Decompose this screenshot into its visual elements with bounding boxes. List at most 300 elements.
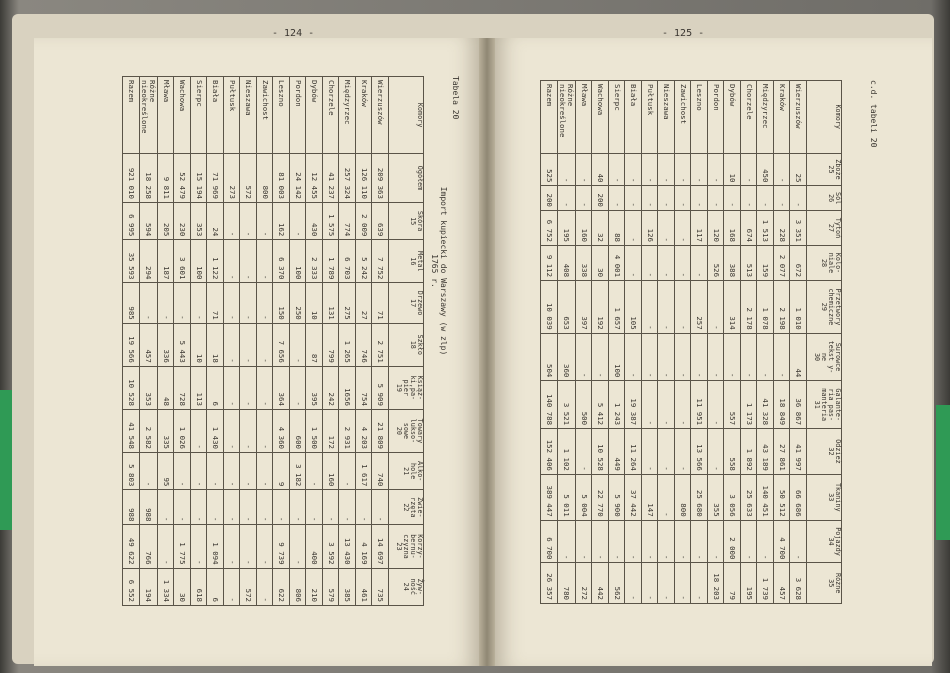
table-cell: 397 [576, 281, 593, 334]
table-cell: 32 [592, 210, 609, 245]
table-cell: - [708, 186, 725, 210]
table-row [790, 81, 807, 604]
table-cell: 639 [372, 202, 389, 239]
table-cell: 81 003 [273, 154, 290, 203]
table-cell: 10 [306, 283, 323, 323]
table-cell: - [675, 186, 692, 210]
table-cell: 187 [158, 240, 175, 283]
table-cell: 388 [724, 245, 741, 280]
table-cell: 205 [158, 202, 175, 239]
table-cell: 525 [541, 153, 558, 186]
table-cell: 22 770 [592, 474, 609, 520]
table-cell: 1 334 [158, 568, 175, 605]
table-cell: - [592, 333, 609, 381]
column-header: Metal 16 [389, 240, 424, 283]
table-row [323, 77, 340, 606]
row-label: Wachowa [174, 77, 191, 154]
row-label: Kraków [356, 77, 373, 154]
table-cell: 3 628 [790, 563, 807, 604]
row-label: Pułtusk [642, 81, 659, 154]
table-cell: 14 697 [372, 525, 389, 568]
table-row [123, 77, 140, 606]
table-cell: - [576, 429, 593, 475]
table-cell: - [290, 490, 307, 525]
table-cell: - [757, 186, 774, 210]
table-cell: - [339, 490, 356, 525]
table-cell: 40 [592, 153, 609, 186]
table-cell: 1 078 [757, 281, 774, 334]
table-cell: 2 931 [339, 409, 356, 452]
table-cell: - [642, 381, 659, 429]
table-cell: 37 442 [625, 474, 642, 520]
table-cell: - [774, 333, 791, 381]
table-cell: 1 102 [558, 429, 576, 475]
table-cell: - [257, 525, 274, 568]
table-cell: 275 [339, 283, 356, 323]
table-cell: 799 [323, 323, 340, 366]
table-cell: - [140, 452, 158, 489]
table-row [257, 77, 274, 606]
table-cell: 6 700 [541, 520, 558, 563]
import-table-right [541, 80, 843, 604]
column-header: Korzy- bernu- czyzna 23 [389, 525, 424, 568]
table-cell: - [675, 210, 692, 245]
table-cell: 728 [174, 366, 191, 409]
column-header: Sól 26 [807, 186, 842, 210]
table-cell: 95 [158, 452, 175, 489]
table-cell: 1 173 [741, 381, 758, 429]
table-cell: 4 001 [609, 245, 626, 280]
table-row [356, 77, 373, 606]
table-cell: - [658, 520, 675, 563]
table-cell: 1 122 [207, 240, 224, 283]
table-cell: - [658, 563, 675, 604]
table-cell: 3 592 [323, 525, 340, 568]
table-cell: 1 775 [174, 525, 191, 568]
table-cell: - [708, 281, 725, 334]
table-row [558, 81, 576, 604]
table-cell: - [257, 452, 274, 489]
row-label: Różne nieokreślone [140, 77, 158, 154]
table-cell: 35 593 [123, 240, 140, 283]
table-cell: - [576, 333, 593, 381]
table-cell: 672 [790, 245, 807, 280]
table-cell: 364 [273, 366, 290, 409]
table-cell: 385 [339, 568, 356, 605]
table-cell: 120 [708, 210, 725, 245]
table-cell: 526 [708, 245, 725, 280]
green-tab-left [0, 390, 12, 530]
table-cell: 5 412 [592, 381, 609, 429]
table-cell: 200 [541, 186, 558, 210]
table-cell: - [658, 186, 675, 210]
table-cell: - [625, 520, 642, 563]
table-cell: 360 [558, 333, 576, 381]
column-header: Towary lukso- sowe 20 [389, 409, 424, 452]
table-cell: - [774, 153, 791, 186]
table-cell: - [240, 240, 257, 283]
table-cell: 131 [323, 283, 340, 323]
table-cell: 200 [592, 186, 609, 210]
table-cell: 250 [290, 283, 307, 323]
table-cell: - [240, 525, 257, 568]
table-header-row [389, 77, 424, 606]
table-row [642, 81, 659, 604]
right-page-number: - 125 - [662, 28, 705, 39]
table-cell: 10 039 [541, 281, 558, 334]
table-title: Import kupiecki do Warszawy (w zlp) [439, 186, 448, 356]
table-cell: 25 [790, 153, 807, 186]
table-cell: 336 [158, 323, 175, 366]
table-cell: 1 739 [757, 563, 774, 604]
table-cell: 3 182 [290, 452, 307, 489]
table-cell: - [257, 323, 274, 366]
table-cell: 7 752 [372, 240, 389, 283]
table-cell: 6 552 [123, 568, 140, 605]
table-cell: - [708, 429, 725, 475]
table-cell: 921 010 [123, 154, 140, 203]
row-label: Wierzuszów [372, 77, 389, 154]
table-cell: 6 [207, 366, 224, 409]
table-cell: 4 360 [273, 409, 290, 452]
table-cell: - [609, 153, 626, 186]
book-gutter [479, 38, 495, 666]
table-cell: 18 849 [774, 381, 791, 429]
table-cell: - [257, 240, 274, 283]
table-cell: 18 [207, 323, 224, 366]
table-cell: 572 [240, 154, 257, 203]
row-label: Chorzele [323, 77, 340, 154]
column-header: Zboże 25 [807, 153, 842, 186]
table-cell: - [642, 520, 659, 563]
table-cell: 622 [273, 568, 290, 605]
table-cell: 10 528 [123, 366, 140, 409]
table-cell: - [224, 283, 241, 323]
table-cell: 159 [757, 245, 774, 280]
row-label: Różne nieokreślone [558, 81, 576, 154]
table-cell: 1 500 [306, 409, 323, 452]
table-cell: - [658, 210, 675, 245]
row-label: Wierzuszów [790, 81, 807, 154]
table-cell: - [257, 409, 274, 452]
row-label: Leszno [273, 77, 290, 154]
table-cell: 1 617 [356, 452, 373, 489]
table-cell: - [642, 186, 659, 210]
table-cell: 4 700 [774, 520, 791, 563]
table-cell: - [625, 563, 642, 604]
table-cell: - [290, 323, 307, 366]
table-cell: 558 [724, 429, 741, 475]
column-header: Przetwory chemiczne 29 [807, 281, 842, 334]
table-cell: - [708, 381, 725, 429]
table-cell: - [224, 240, 241, 283]
table-cell: 48 [158, 366, 175, 409]
table-cell: - [576, 153, 593, 186]
row-label: Razem [123, 77, 140, 154]
table-cell: 338 [576, 245, 593, 280]
table-cell: 500 [576, 381, 593, 429]
column-header: Ogółem [389, 154, 424, 203]
column-header: Książ- ki,pa- pier 19 [389, 366, 424, 409]
table-cell: - [741, 333, 758, 381]
table-cell: - [257, 490, 274, 525]
table-cell: 618 [191, 568, 208, 605]
table-cell: 25 633 [741, 474, 758, 520]
table-cell: - [290, 366, 307, 409]
table-header-row [807, 81, 842, 604]
row-label: Mława [576, 81, 593, 154]
table-cell: 1 094 [207, 525, 224, 568]
table-cell: - [224, 409, 241, 452]
table-cell: - [774, 186, 791, 210]
table-cell: 572 [240, 568, 257, 605]
table-cell: - [191, 283, 208, 323]
table-cell: 774 [339, 202, 356, 239]
table-cell: 2 751 [372, 323, 389, 366]
table-cell: 9 [273, 452, 290, 489]
table-cell: - [158, 490, 175, 525]
table-cell: 3 056 [724, 474, 741, 520]
table-cell: 71 [207, 283, 224, 323]
row-label: Mława [158, 77, 175, 154]
table-row [372, 77, 389, 606]
table-cell: 400 [306, 525, 323, 568]
table-cell: 3 601 [174, 240, 191, 283]
table-cell: 117 [691, 210, 708, 245]
table-cell: 126 [642, 210, 659, 245]
table-cell: - [224, 452, 241, 489]
table-row [675, 81, 692, 604]
table-cell: - [642, 153, 659, 186]
table-cell: - [691, 333, 708, 381]
table-row [741, 81, 758, 604]
table-cell: 395 [306, 366, 323, 409]
table-cell: - [224, 202, 241, 239]
left-page-number: - 124 - [272, 28, 315, 39]
table-cell: - [625, 153, 642, 186]
table-cell: - [658, 429, 675, 475]
table-cell: 5 803 [123, 452, 140, 489]
table-cell: - [691, 563, 708, 604]
table-cell: 800 [257, 154, 274, 203]
row-label: Pułtusk [224, 77, 241, 154]
column-header: Szkło 18 [389, 323, 424, 366]
table-row [140, 77, 158, 606]
table-row [724, 81, 741, 604]
table-cell: 19 387 [625, 381, 642, 429]
column-header: Tytoń 27 [807, 210, 842, 245]
table-cell: 2 000 [724, 520, 741, 563]
table-cell: 6 703 [339, 240, 356, 283]
table-row [774, 81, 791, 604]
table-cell: - [558, 520, 576, 563]
table-cell: 1656 [339, 366, 356, 409]
table-cell: - [642, 281, 659, 334]
table-cell: - [191, 525, 208, 568]
table-cell: - [240, 409, 257, 452]
table-cell: 152 406 [541, 429, 558, 475]
table-cell: 192 [592, 281, 609, 334]
table-cell: - [675, 245, 692, 280]
table-cell: - [609, 186, 626, 210]
table-cell: - [757, 333, 774, 381]
table-cell: 449 [609, 429, 626, 475]
table-cell: 3 351 [790, 210, 807, 245]
table-cell: 88 [609, 210, 626, 245]
row-label: Biała [625, 81, 642, 154]
row-label: Nieszawa [240, 77, 257, 154]
table-row [207, 77, 224, 606]
table-cell: 11 264 [625, 429, 642, 475]
row-label: Wachowa [592, 81, 609, 154]
table-row [576, 81, 593, 604]
table-row [339, 77, 356, 606]
table-cell: 140 451 [757, 474, 774, 520]
table-cell: - [658, 333, 675, 381]
table-cell: 87 [306, 323, 323, 366]
table-cell: 11 951 [691, 381, 708, 429]
table-cell: 113 [191, 366, 208, 409]
table-cell: 457 [140, 323, 158, 366]
table-row [541, 81, 558, 604]
table-cell: 30 [174, 568, 191, 605]
table-row [609, 81, 626, 604]
table-cell: - [576, 186, 593, 210]
table-cell: 988 [123, 490, 140, 525]
table-cell: - [257, 283, 274, 323]
table-cell: 579 [323, 568, 340, 605]
table-cell: 19 566 [123, 323, 140, 366]
table-cell: - [257, 202, 274, 239]
table-cell: - [191, 452, 208, 489]
table-cell: - [174, 490, 191, 525]
table-cell: - [642, 333, 659, 381]
table-cell: - [741, 520, 758, 563]
table-cell: - [642, 429, 659, 475]
table-cell: 9 811 [158, 154, 175, 203]
table-cell: 2 009 [356, 202, 373, 239]
table-cell: - [224, 323, 241, 366]
table-cell: 353 [191, 202, 208, 239]
row-label: Sierpc [609, 81, 626, 154]
table-cell: 2 582 [140, 409, 158, 452]
table-cell: 272 [576, 563, 593, 604]
table-subtitle: 1765 r. [430, 254, 439, 288]
table-cell: - [356, 490, 373, 525]
table-cell: 1 265 [339, 323, 356, 366]
row-label: Razem [541, 81, 558, 154]
table-cell: - [658, 381, 675, 429]
table-cell: 1 789 [323, 240, 340, 283]
table-row [158, 77, 175, 606]
table-cell: 172 [323, 409, 340, 452]
column-header: Zwie- rzęta 22 [389, 490, 424, 525]
table-cell: 6 995 [123, 202, 140, 239]
table-cell: 389 447 [541, 474, 558, 520]
table-cell: - [658, 474, 675, 520]
table-cell: - [224, 366, 241, 409]
table-cell: - [191, 490, 208, 525]
table-cell: 5 900 [609, 474, 626, 520]
table-cell: 13 430 [339, 525, 356, 568]
table-cell: 12 455 [306, 154, 323, 203]
row-label: Chorzele [741, 81, 758, 154]
table-cell: 513 [741, 245, 758, 280]
table-cell: 600 [290, 409, 307, 452]
table-cell: 6 [207, 568, 224, 605]
table-row [191, 77, 208, 606]
table-cell: 562 [609, 563, 626, 604]
table-cell: - [625, 210, 642, 245]
table-cell: 209 363 [372, 154, 389, 203]
row-label: Zawichost [257, 77, 274, 154]
row-label: Biała [207, 77, 224, 154]
table-cell: - [625, 186, 642, 210]
table-cell: 1 657 [609, 281, 626, 334]
table-cell: - [240, 366, 257, 409]
table-cell: - [257, 366, 274, 409]
row-label: Międzyrzec [339, 77, 356, 154]
table-cell: - [675, 520, 692, 563]
table-cell: 44 [790, 333, 807, 381]
table-cell: - [790, 186, 807, 210]
table-cell: 6 370 [273, 240, 290, 283]
table-cell: 294 [140, 240, 158, 283]
table-cell: - [240, 490, 257, 525]
table-cell: - [158, 525, 175, 568]
table-cell: 257 [691, 281, 708, 334]
table-cell: 160 [576, 210, 593, 245]
row-label: Zawichost [675, 81, 692, 154]
table-cell: 806 [290, 568, 307, 605]
table-cell: 430 [306, 202, 323, 239]
table-cell: - [558, 186, 576, 210]
table-cell: 5 909 [372, 366, 389, 409]
table-row [240, 77, 257, 606]
row-label: Pordon [708, 81, 725, 154]
table-cell: 242 [323, 366, 340, 409]
table-cell: 126 110 [356, 154, 373, 203]
table-cell: 50 512 [774, 474, 791, 520]
table-cell: 457 [774, 563, 791, 604]
table-cell: - [339, 452, 356, 489]
table-cell: - [741, 186, 758, 210]
table-cell: - [240, 323, 257, 366]
table-cell: - [724, 333, 741, 381]
table-row [306, 77, 323, 606]
table-cell: 5 443 [174, 323, 191, 366]
table-cell: 10 [191, 323, 208, 366]
table-cell: 4 169 [356, 525, 373, 568]
table-cell: - [625, 245, 642, 280]
table-cell: - [642, 563, 659, 604]
table-cell: 1 575 [323, 202, 340, 239]
table-cell: 52 479 [174, 154, 191, 203]
table-cell: 355 [708, 474, 725, 520]
table-row [658, 81, 675, 604]
table-cell: 2 333 [306, 240, 323, 283]
table-cell: - [757, 520, 774, 563]
table-cell: 18 258 [140, 154, 158, 203]
table-cell: 147 [642, 474, 659, 520]
table-cell: - [174, 452, 191, 489]
column-header: Galante- ria pas- manteria 31 [807, 381, 842, 429]
table-cell: 5 004 [576, 474, 593, 520]
table-cell: 3 521 [558, 381, 576, 429]
table-cell: - [174, 283, 191, 323]
table-cell: 21 809 [372, 409, 389, 452]
table-cell: 1 026 [174, 409, 191, 452]
